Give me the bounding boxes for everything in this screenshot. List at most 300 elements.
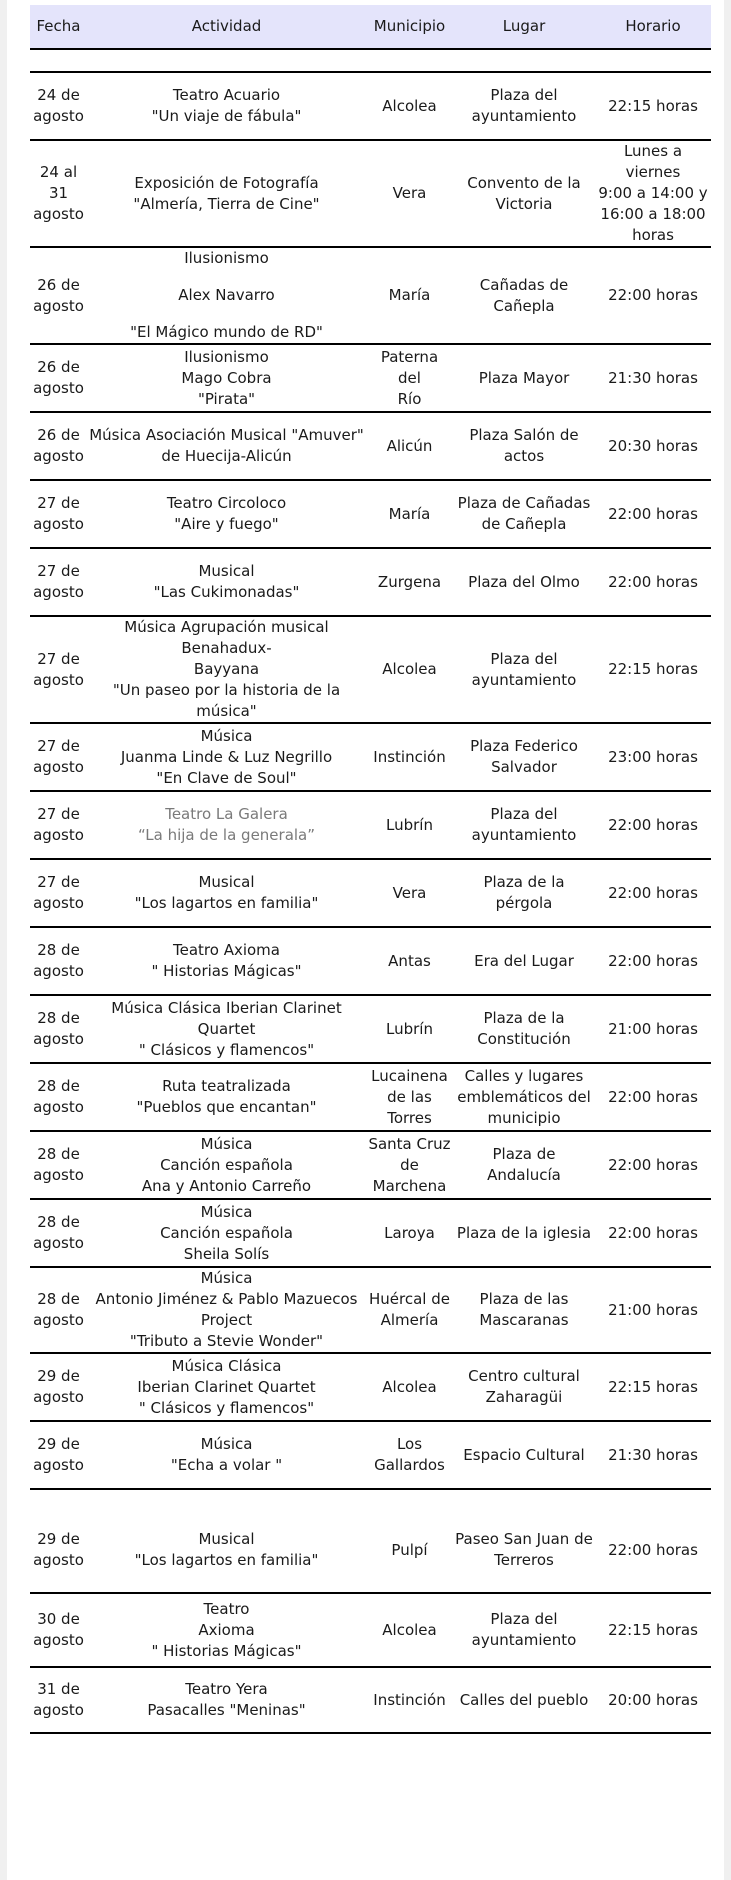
cell-fecha (30, 791, 87, 859)
cell-lugar (453, 412, 595, 480)
table-body (30, 49, 711, 1733)
cell-actividad (87, 1421, 366, 1489)
cell-lugar (453, 1667, 595, 1733)
cell-fecha-line: agosto (33, 962, 84, 980)
table-row (30, 72, 711, 140)
cell-lugar-line: Plaza de la (483, 873, 565, 891)
cell-actividad (87, 247, 366, 344)
cell-lugar-line: Plaza de Cañadas (457, 494, 591, 512)
cell-actividad (87, 140, 366, 247)
cell-fecha (30, 1353, 87, 1421)
cell-actividad-line: "Tributo a Stevie Wonder" (129, 1332, 324, 1350)
cell-actividad (87, 412, 366, 480)
cell-municipio-line: Los (396, 1435, 423, 1453)
cell-horario-line: Lunes a viernes (623, 142, 683, 181)
cell-municipio-line: Alicún (386, 436, 433, 455)
cell-municipio-line: Santa Cruz (368, 1134, 451, 1153)
cell-lugar (453, 859, 595, 927)
cell-horario-line: 22:00 horas (608, 286, 698, 304)
cell-fecha (30, 1593, 87, 1667)
table-row (30, 412, 711, 480)
cell-actividad-line: de Huecija-Alicún (161, 447, 292, 465)
cell-actividad (87, 1353, 366, 1421)
cell-fecha-line: agosto (33, 1234, 84, 1252)
table-row (30, 791, 711, 859)
cell-fecha (30, 412, 87, 480)
cell-municipio (366, 140, 453, 247)
cell-municipio (366, 412, 453, 480)
cell-horario-line: 22:15 horas (608, 1620, 698, 1639)
cell-actividad-line: Canción española (160, 1223, 293, 1242)
cell-lugar (453, 723, 595, 791)
cell-actividad-line: "Aire y fuego" (174, 515, 279, 533)
cell-fecha-line: 24 al 31 (39, 163, 78, 202)
cell-municipio (366, 247, 453, 344)
cell-horario (595, 1667, 711, 1733)
cell-lugar-line: ayuntamiento (471, 1631, 577, 1649)
cell-lugar-line: Plaza de la (483, 1009, 565, 1027)
cell-horario (595, 1063, 711, 1131)
cell-horario-line: 22:15 horas (608, 660, 698, 678)
cell-municipio (366, 1489, 453, 1593)
cell-fecha (30, 859, 87, 927)
cell-horario (595, 247, 711, 344)
cell-lugar-line: Espacio Cultural (463, 1445, 585, 1464)
cell-actividad-line: "Un viaje de fábula" (151, 107, 302, 125)
cell-lugar (453, 791, 595, 859)
cell-lugar-line: emblemáticos del (457, 1087, 591, 1106)
cell-fecha-line: agosto (33, 894, 84, 912)
cell-fecha-line: 27 de (37, 494, 80, 512)
cell-municipio-line: Alcolea (382, 1620, 437, 1639)
cell-lugar-line: Plaza de la iglesia (456, 1223, 592, 1242)
cell-actividad-line: Teatro Circoloco (166, 494, 287, 512)
cell-actividad-line: "Echa a volar " (170, 1456, 283, 1474)
cell-horario-line: 22:15 horas (608, 1377, 698, 1396)
cell-horario-line: 21:00 horas (608, 1019, 698, 1038)
cell-municipio (366, 1267, 453, 1353)
cell-actividad-line: " Clásicos y flamencos" (138, 1040, 315, 1059)
cell-fecha (30, 344, 87, 412)
cell-fecha-line: 26 de (37, 426, 80, 444)
cell-fecha-line: 29 de (37, 1530, 80, 1548)
cell-actividad-line: " Clásicos y flamencos" (138, 1398, 315, 1417)
cell-lugar-line: Calles del pueblo (459, 1690, 589, 1709)
cell-actividad-line: Música (200, 1435, 253, 1453)
cell-fecha-line: agosto (33, 379, 84, 397)
cell-horario-line: 21:30 horas (608, 1445, 698, 1464)
cell-horario-line: 22:00 horas (608, 951, 698, 970)
cell-actividad-line: Teatro Acuario (172, 86, 281, 104)
cell-municipio (366, 1131, 453, 1199)
cell-lugar-line: Centro cultural (468, 1367, 580, 1385)
cell-municipio-line: Alcolea (382, 96, 437, 115)
table-row (30, 616, 711, 723)
cell-lugar-line: Paseo San Juan de (455, 1530, 593, 1548)
cell-lugar-line: Constitución (477, 1030, 571, 1048)
cell-fecha (30, 1267, 87, 1353)
cell-municipio (366, 1353, 453, 1421)
cell-fecha (30, 995, 87, 1063)
cell-actividad-line: Mago Cobra (181, 368, 272, 387)
cell-municipio (366, 723, 453, 791)
cell-horario (595, 72, 711, 140)
page-left-rail (0, 0, 7, 1880)
cell-horario (595, 1489, 711, 1593)
cell-lugar (453, 548, 595, 616)
cell-lugar (453, 927, 595, 995)
cell-actividad (87, 1267, 366, 1353)
cell-horario (595, 1593, 711, 1667)
cell-municipio (366, 548, 453, 616)
cell-actividad-line: Música Clásica (171, 1356, 282, 1375)
cell-municipio-line: Paterna del (380, 347, 439, 387)
cell-horario-line: 22:00 horas (608, 572, 698, 591)
cell-actividad-line: "En Clave de Soul" (156, 768, 297, 787)
cell-fecha (30, 1489, 87, 1593)
cell-horario (595, 995, 711, 1063)
cell-lugar-line: ayuntamiento (471, 107, 577, 125)
cell-actividad-line: Ana y Antonio Carreño (141, 1176, 312, 1195)
cell-municipio-line: de las Torres (387, 1087, 432, 1127)
cell-horario-line: 9:00 a 14:00 y (598, 184, 708, 202)
cell-horario-line: 22:00 horas (608, 1223, 698, 1242)
cell-municipio-line: Antas (388, 951, 431, 970)
cell-lugar (453, 1489, 595, 1593)
table-header-row (30, 5, 711, 49)
header-fecha: Fecha (30, 5, 87, 49)
cell-fecha-line: agosto (33, 758, 84, 776)
cell-horario-line: 22:15 horas (608, 96, 698, 115)
cell-lugar-line: Plaza del (490, 805, 558, 823)
table-row (30, 927, 711, 995)
cell-actividad-line: "Pueblos que encantan" (136, 1098, 317, 1116)
cell-horario (595, 344, 711, 412)
cell-lugar (453, 995, 595, 1063)
cell-lugar-line: Plaza Mayor (478, 368, 570, 387)
cell-lugar-line: Plaza de las (479, 1290, 569, 1308)
cell-horario (595, 927, 711, 995)
cell-horario (595, 1199, 711, 1267)
cell-actividad-line: “La hija de la generala” (137, 826, 316, 844)
table-row (30, 1421, 711, 1489)
cell-fecha-line: 27 de (37, 805, 80, 823)
cell-actividad (87, 548, 366, 616)
cell-horario-line: 22:00 horas (608, 883, 698, 902)
cell-fecha (30, 72, 87, 140)
cell-municipio-line: Zurgena (377, 572, 442, 591)
cell-actividad-line: Música (200, 726, 253, 745)
cell-fecha-line: agosto (33, 1030, 84, 1048)
header-horario: Horario (595, 5, 711, 49)
cell-lugar-line: pérgola (495, 894, 553, 912)
cell-lugar-line: Convento de la (467, 173, 581, 192)
cell-municipio (366, 344, 453, 412)
cell-lugar-line: Plaza Federico (470, 737, 578, 755)
cell-actividad-line: Musical (198, 873, 255, 891)
cell-actividad-line: Juanma Linde & Luz Negrillo (120, 747, 333, 766)
cell-fecha-line: 27 de (37, 873, 80, 891)
cell-lugar-line: Plaza Salón de (469, 426, 579, 444)
cell-lugar (453, 140, 595, 247)
cell-fecha-line: 26 de (37, 275, 80, 294)
cell-municipio (366, 859, 453, 927)
cell-fecha-line: agosto (33, 1631, 84, 1649)
table-row (30, 1593, 711, 1667)
cell-fecha-line: 27 de (37, 649, 80, 668)
cell-lugar-line: municipio (487, 1108, 561, 1127)
table-row (30, 548, 711, 616)
cell-fecha-line: agosto (33, 447, 84, 465)
cell-actividad (87, 859, 366, 927)
cell-municipio-line: Alcolea (382, 660, 437, 678)
cell-horario (595, 723, 711, 791)
table-row (30, 247, 711, 344)
cell-municipio (366, 1063, 453, 1131)
cell-fecha (30, 1421, 87, 1489)
cell-fecha (30, 616, 87, 723)
cell-municipio-line: Lucainena (371, 1066, 448, 1085)
cell-horario (595, 548, 711, 616)
cell-lugar-line: Cañepla (493, 296, 555, 315)
cell-fecha-line: 26 de (37, 358, 80, 376)
cell-fecha-line: agosto (33, 826, 84, 844)
cell-lugar (453, 1267, 595, 1353)
cell-horario-line: 20:30 horas (608, 436, 698, 455)
cell-fecha (30, 1063, 87, 1131)
cell-municipio-line: Lubrín (386, 815, 433, 834)
cell-fecha-line: agosto (33, 583, 84, 601)
cell-actividad-line: Música (200, 1202, 253, 1221)
cell-lugar-line: Plaza del (490, 1610, 558, 1628)
cell-municipio (366, 1199, 453, 1267)
cell-lugar-line: Plaza del (490, 649, 558, 668)
cell-fecha-line: agosto (33, 296, 84, 315)
cell-actividad (87, 791, 366, 859)
cell-lugar (453, 1353, 595, 1421)
cell-actividad-line: Ruta teatralizada (162, 1077, 291, 1095)
cell-actividad-line: Música Asociación Musical "Amuver" (89, 426, 364, 444)
table-row (30, 1489, 711, 1593)
cell-fecha-line: 27 de (37, 737, 80, 755)
cell-lugar-line: Zaharagüi (485, 1388, 563, 1406)
cell-actividad-line: Musical (198, 1530, 255, 1548)
table-row (30, 1131, 711, 1199)
table-row (30, 1267, 711, 1353)
table-row (30, 859, 711, 927)
header-lugar: Lugar (453, 5, 595, 49)
cell-fecha-line: 29 de (37, 1367, 80, 1385)
cell-municipio-line: Instinción (373, 1690, 446, 1709)
table-row (30, 723, 711, 791)
cell-lugar-line: Salvador (491, 758, 557, 776)
cell-municipio-line: María (388, 504, 431, 523)
cell-actividad-line: "Un paseo por la historia de la música" (112, 681, 341, 720)
cell-lugar (453, 1421, 595, 1489)
cell-actividad (87, 927, 366, 995)
cell-municipio (366, 72, 453, 140)
cell-municipio-line: Río (397, 389, 422, 408)
cell-lugar-line: Era del Lugar (474, 951, 574, 970)
cell-fecha (30, 548, 87, 616)
table-row (30, 480, 711, 548)
cell-fecha-line: agosto (33, 1551, 84, 1569)
cell-actividad (87, 1593, 366, 1667)
cell-municipio-line: Vera (392, 883, 427, 902)
cell-municipio (366, 995, 453, 1063)
cell-actividad (87, 1131, 366, 1199)
cell-actividad-line: Alex Navarro (178, 286, 275, 304)
cell-actividad-line: Iberian Clarinet Quartet (137, 1377, 316, 1396)
cell-fecha-line: 28 de (37, 1145, 80, 1163)
cell-municipio (366, 927, 453, 995)
cell-actividad-line: "Las Cukimonadas" (153, 583, 300, 601)
events-table (30, 5, 711, 1734)
cell-fecha-line: 28 de (37, 1213, 80, 1231)
cell-fecha (30, 1667, 87, 1733)
cell-horario-line: 21:30 horas (608, 368, 698, 387)
cell-fecha-line: agosto (33, 1388, 84, 1406)
cell-actividad (87, 995, 366, 1063)
cell-fecha-line: agosto (33, 107, 84, 125)
cell-actividad-line: Teatro (203, 1599, 250, 1618)
cell-actividad-line: Pasacalles "Meninas" (147, 1701, 306, 1719)
cell-fecha (30, 1199, 87, 1267)
cell-actividad-line: "Los lagartos en familia" (134, 894, 319, 912)
cell-fecha-line: agosto (33, 670, 84, 689)
cell-municipio (366, 1421, 453, 1489)
table-row (30, 1353, 711, 1421)
cell-municipio-line: Lubrín (386, 1019, 433, 1038)
cell-fecha-line: 28 de (37, 1290, 80, 1308)
cell-municipio (366, 1593, 453, 1667)
cell-municipio-line: Laroya (384, 1223, 435, 1242)
cell-fecha-line: 30 de (37, 1610, 80, 1628)
cell-actividad-line: Sheila Solís (183, 1244, 270, 1263)
cell-horario (595, 859, 711, 927)
cell-actividad-line: Teatro La Galera (165, 805, 288, 823)
cell-actividad-line: Exposición de Fotografía (134, 173, 319, 192)
cell-fecha-line: agosto (33, 205, 84, 223)
cell-horario-line: 22:00 horas (608, 504, 698, 523)
cell-municipio-line: Marchena (372, 1176, 447, 1195)
cell-lugar (453, 344, 595, 412)
cell-fecha-line: 27 de (37, 562, 80, 580)
cell-horario (595, 140, 711, 247)
cell-fecha-line: 31 de (37, 1680, 80, 1698)
cell-lugar-line: actos (503, 447, 545, 465)
cell-lugar (453, 616, 595, 723)
cell-horario-line: 16:00 a 18:00 (600, 205, 706, 223)
cell-actividad-line: " Historias Mágicas" (151, 962, 302, 980)
cell-actividad-line: Antonio Jiménez & Pablo Mazuecos (95, 1290, 358, 1308)
cell-actividad-line: Música Agrupación musical Benahadux- (124, 618, 329, 657)
cell-lugar (453, 1593, 595, 1667)
cell-municipio-line: Instinción (373, 747, 446, 766)
cell-municipio (366, 480, 453, 548)
table-row (30, 1199, 711, 1267)
cell-municipio-line: Huércal de (369, 1290, 450, 1308)
cell-actividad-line: "Los lagartos en familia" (134, 1551, 319, 1569)
cell-lugar (453, 480, 595, 548)
table-row (30, 1667, 711, 1733)
cell-actividad-line: Ilusionismo (184, 347, 269, 366)
table-row (30, 140, 711, 247)
cell-actividad-line: Música Clásica Iberian Clarinet Quartet (111, 998, 342, 1038)
cell-actividad-line: Project (200, 1311, 253, 1329)
cell-horario (595, 1421, 711, 1489)
cell-fecha-line: 28 de (37, 941, 80, 959)
cell-horario (595, 616, 711, 723)
cell-lugar-line: ayuntamiento (471, 670, 577, 689)
cell-actividad-line: " Historias Mágicas" (151, 1641, 302, 1660)
cell-horario-line: horas (632, 226, 674, 244)
cell-lugar-line: Terreros (494, 1551, 554, 1569)
cell-fecha-line: agosto (33, 515, 84, 533)
cell-municipio-line: Alcolea (382, 1377, 437, 1396)
cell-actividad (87, 723, 366, 791)
cell-horario (595, 1353, 711, 1421)
cell-actividad-line: Ilusionismo (184, 249, 269, 267)
cell-actividad-line: Bayyana (193, 660, 260, 678)
header-municipio: Municipio (366, 5, 453, 49)
cell-lugar (453, 1199, 595, 1267)
cell-actividad-line: "Pirata" (197, 389, 256, 408)
header-actividad: Actividad (87, 5, 366, 49)
cell-actividad (87, 616, 366, 723)
cell-actividad-line: Musical (198, 562, 255, 580)
cell-actividad-line: Música (200, 1269, 253, 1287)
cell-actividad (87, 480, 366, 548)
cell-actividad (87, 1063, 366, 1131)
cell-actividad-line: Música (200, 1134, 253, 1153)
cell-municipio-line: Pulpí (391, 1540, 428, 1559)
cell-fecha-line: agosto (33, 1701, 84, 1719)
cell-lugar-line: Mascaranas (479, 1311, 569, 1329)
cell-municipio-line: Almería (380, 1311, 439, 1329)
cell-fecha-line: 29 de (37, 1435, 80, 1453)
cell-municipio-line: de (400, 1155, 419, 1174)
cell-actividad-line: "El Mágico mundo de RD" (130, 323, 323, 341)
cell-lugar (453, 72, 595, 140)
cell-lugar-line: Cañadas de (479, 275, 569, 294)
cell-actividad-line: Teatro Yera (185, 1680, 268, 1698)
cell-actividad (87, 72, 366, 140)
cell-horario-line: 21:00 horas (608, 1300, 698, 1319)
cell-horario (595, 1131, 711, 1199)
cell-lugar-line: Victoria (495, 194, 553, 213)
cell-lugar-line: Plaza del Olmo (468, 572, 580, 591)
cell-horario-line: 22:00 horas (608, 1155, 698, 1174)
cell-fecha (30, 927, 87, 995)
cell-fecha-line: 28 de (37, 1077, 80, 1095)
cell-lugar (453, 1063, 595, 1131)
cell-actividad-line: Canción española (160, 1155, 293, 1174)
cell-fecha (30, 723, 87, 791)
cell-actividad (87, 1667, 366, 1733)
cell-horario-line: 22:00 horas (608, 1087, 698, 1106)
cell-municipio (366, 791, 453, 859)
table-row (30, 344, 711, 412)
table-row (30, 1063, 711, 1131)
cell-fecha (30, 140, 87, 247)
cell-lugar (453, 1131, 595, 1199)
cell-actividad-line: Axioma (198, 1620, 255, 1639)
cell-fecha (30, 1131, 87, 1199)
cell-horario-line: 22:00 horas (608, 815, 698, 834)
cell-municipio (366, 1667, 453, 1733)
cell-horario-line: 22:00 horas (608, 1540, 698, 1559)
